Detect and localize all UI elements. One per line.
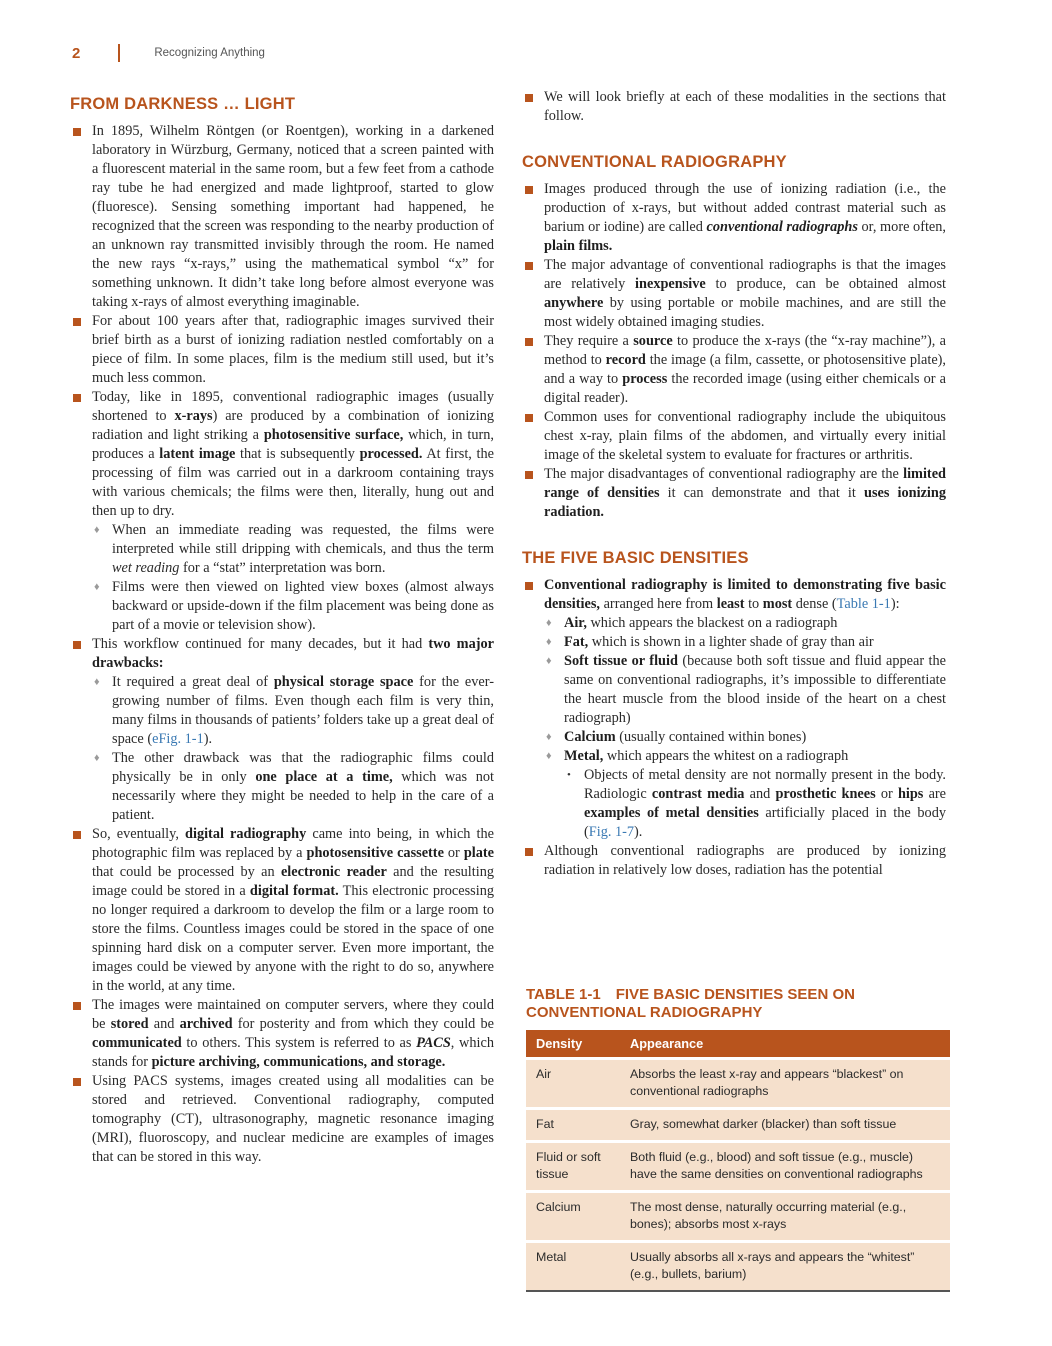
sub-list-item: ♦ Metal, which appears the whitest on a radiograph • Objects of metal density are not normally present in the body. Radiologic contrast media and prosthetic knees or hips are examples of metal densities artificially placed in the body (Fig. 1-7). [544,747,946,842]
list-item: For about 100 years after that, radiographic images survived their brief birth as a burst of ionizing radiation nestled comfortably on a piece of film. In some places, film is the medium still used, but it’s much less common. [70,312,494,388]
list-item: Although conventional radiographs are produced by ionizing radiation in relatively low doses, radiation has the potential [522,842,946,880]
intro-list [522,88,946,126]
list-item: This workflow continued for many decades, but it had two major drawbacks: ♦ It required a great deal of physical storage space for the ever-growing number of films. Even though each film is very thin, many films in thousands of patients’ folders take up a great deal of space (eFig. 1-1). ♦ The other drawback was that the radiographic films could physically be in only one place at a time, which was not necessarily where they might be needed to help in the care of a patient. [70,635,494,825]
sub-list-item: ♦ It required a great deal of physical storage space for the ever-growing number of films. Even though each film is very thin, many films in thousands of patients’ folders take up a great deal of space (eFig. 1-1). [92,673,494,749]
section-heading-darkness: FROM DARKNESS … LIGHT [70,95,296,113]
darkness-list [70,122,494,1167]
list-item: They require a source to produce the x-rays (the “x-ray machine”), a method to record the image (a film, cassette, or photosensitive plate), and a way to process the recorded image (using either chemicals or a digital reader). [522,332,946,408]
page-header [72,44,265,62]
cell-appearance: Gray, somewhat darker (blacker) than soft tissue [620,1109,950,1142]
page-number: 2 [72,44,81,62]
right-column [522,88,946,880]
table-row [526,1142,950,1192]
header-divider [118,44,120,62]
list-item: We will look briefly at each of these modalities in the sections that follow. [522,88,946,126]
table-title: TABLE 1-1 FIVE BASIC DENSITIES SEEN ON CONVENTIONAL RADIOGRAPHY [526,986,855,1021]
list-item: Common uses for conventional radiography include the ubiquitous chest x-ray, plain films of the abdomen, and virtually every initial image of the skeletal system to evaluate for fractures or arthritis. [522,408,946,465]
cell-density: Metal [526,1242,620,1292]
list-item: Conventional radiography is limited to demonstrating five basic densities, arranged here from least to most dense (Table 1-1): ♦ Air, which appears the blackest on a radiograph ♦ Fat, which is shown in a lighter shade of gray than air ♦ Soft tissue or fluid (because both soft tissue and fluid appear the same on conventional radiographs, it’s impossible to differentiate the heart muscle from the blood inside of the heart on a chest radiograph) ♦ Calcium (usually contained within bones) ♦ Metal, which appears the whitest on a radiograph • Objects of metal density are not normally present in the body. Radiologic contrast media and prosthetic knees or hips are examples of metal densities artificially placed in the body (Fig. 1-7). [522,576,946,842]
cell-density: Calcium [526,1192,620,1242]
sub-list-item: ♦ The other drawback was that the radiographic films could physically be in only one place at a time, which was not necessarily where they might be needed to help in the care of a patient. [92,749,494,825]
cell-appearance: The most dense, naturally occurring material (e.g., bones); absorbs most x-rays [620,1192,950,1242]
running-title: Recognizing Anything [154,47,265,59]
section-heading-conventional: CONVENTIONAL RADIOGRAPHY [522,153,787,171]
cell-appearance: Both fluid (e.g., blood) and soft tissue (e.g., muscle) have the same densities on conventional radiographs [620,1142,950,1192]
sub-sub-list [564,766,946,842]
densities-list [522,576,946,880]
cell-appearance: Absorbs the least x-ray and appears “blackest” on conventional radiographs [620,1059,950,1109]
sub-sub-list-item: • Objects of metal density are not normally present in the body. Radiologic contrast media and prosthetic knees or hips are examples of metal densities artificially placed in the body (Fig. 1-7). [564,766,946,842]
table-row [526,1192,950,1242]
sub-list-item: ♦ Soft tissue or fluid (because both soft tissue and fluid appear the same on conventional radiographs, it’s impossible to differentiate the heart muscle from the blood inside of the heart on a chest radiograph) [544,652,946,728]
left-column [70,88,494,1167]
efig-link[interactable]: eFig. 1-1 [152,731,204,747]
sub-list-item: ♦ Films were then viewed on lighted view boxes (almost always backward or upside-down if the film placement was being done as part of a movie or television show). [92,578,494,635]
list-item: The images were maintained on computer servers, where they could be stored and archived for posterity and from which they could be communicated to others. This system is referred to as PACS, which stands for picture archiving, communications, and storage. [70,996,494,1072]
list-item: Using PACS systems, images created using all modalities can be stored and retrieved. Conventional radiography, computed tomography (CT), ultrasonography, magnetic resonance imaging (MRI), fluoroscopy, and nuclear medicine are examples of images that can be stored in this way. [70,1072,494,1167]
list-item: Images produced through the use of ionizing radiation (i.e., the production of x-rays, but without added contrast material such as barium or iodine) are called conventional radiographs or, more often, plain films. [522,180,946,256]
sub-list-item: ♦ When an immediate reading was requested, the films were interpreted while still dripping with chemicals, and thus the term wet reading for a “stat” interpretation was born. [92,521,494,578]
table-header-row [526,1030,950,1059]
cell-density: Fluid or soft tissue [526,1142,620,1192]
table-row [526,1109,950,1142]
list-item: In 1895, Wilhelm Röntgen (or Roentgen), working in a darkened laboratory in Würzburg, Germany, noticed that a screen painted with a fluorescent material in the same room, but a few feet from a cathode ray tube he had energized and made lightproof, started to glow (fluoresce). Sensing something important had happened, he recognized that the screen was responding to the nearby production of an unknown ray transmitted invisibly through the room. He named the new rays “x-rays,” using the mathematical symbol “x” for something unknown. It didn’t take long before almost everyone was taking x-rays of almost everything imaginable. [70,122,494,312]
sub-list [92,673,494,825]
table-row [526,1059,950,1109]
list-item: So, eventually, digital radiography came into being, in which the photographic film was replaced by a photosensitive cassette or plate that could be processed by an electronic reader and the resulting image could be stored in a digital format. This electronic processing no longer required a darkroom to develop the film or a large room to store the films. Countless images could be stored in the space of one spinning hard disk on a computer server. Even more important, the images could be viewed by anyone with the right to do so, anywhere in the world, at any time. [70,825,494,996]
sub-list-item: ♦ Air, which appears the blackest on a radiograph [544,614,946,633]
sub-list-item: ♦ Calcium (usually contained within bones) [544,728,946,747]
cell-density: Fat [526,1109,620,1142]
list-item: Today, like in 1895, conventional radiographic images (usually shortened to x-rays) are produced by a combination of ionizing radiation and light striking a photosensitive surface, which, in turn, produces a latent image that is subsequently processed. At first, the processing of film was carried out in a darkroom containing trays with various chemicals; the films were then, literally, hung out and then up to dry. ♦ When an immediate reading was requested, the films were interpreted while still dripping with chemicals, and thus the term wet reading for a “stat” interpretation was born. ♦ Films were then viewed on lighted view boxes (almost always backward or upside-down if the film placement was being done as part of a movie or television show). [70,388,494,635]
conventional-list [522,180,946,522]
figure-link[interactable]: Fig. 1-7 [588,824,635,840]
column-header-density: Density [526,1030,620,1059]
sub-list [544,614,946,842]
table-row [526,1242,950,1292]
list-item: The major advantage of conventional radiographs is that the images are relatively inexpensive to produce, can be obtained almost anywhere by using portable or mobile machines, and are still the most widely obtained imaging studies. [522,256,946,332]
cell-appearance: Usually absorbs all x-rays and appears the “whitest” (e.g., bullets, barium) [620,1242,950,1292]
sub-list [92,521,494,635]
list-item: The major disadvantages of conventional radiography are the limited range of densities it can demonstrate and that it uses ionizing radiation. [522,465,946,522]
densities-table [526,1030,950,1292]
cell-density: Air [526,1059,620,1109]
column-header-appearance: Appearance [620,1030,950,1059]
sub-list-item: ♦ Fat, which is shown in a lighter shade of gray than air [544,633,946,652]
table-link[interactable]: Table 1-1 [836,596,891,612]
section-heading-densities: THE FIVE BASIC DENSITIES [522,549,749,567]
